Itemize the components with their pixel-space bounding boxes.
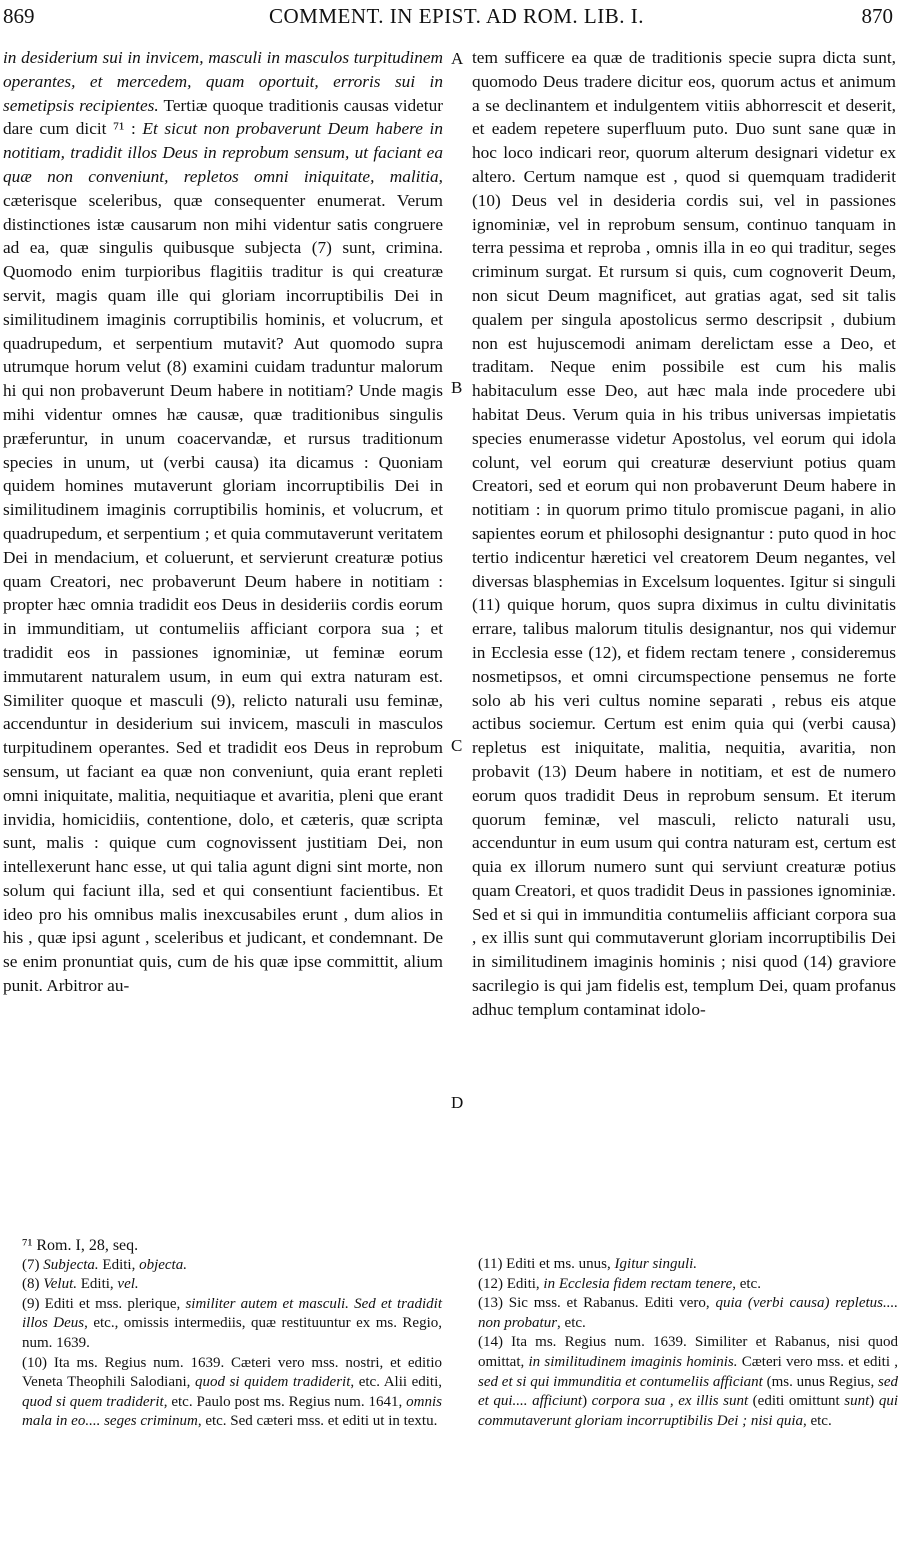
- fn7-d: objecta.: [139, 1256, 187, 1273]
- footnote-13: [478, 1294, 898, 1333]
- running-title: COMMENT. IN EPIST. AD ROM. LIB. I.: [269, 4, 644, 28]
- left-column: [3, 46, 443, 998]
- fn11-b: Igitur singuli.: [614, 1256, 698, 1272]
- footnote-14: [478, 1333, 898, 1431]
- right-page-number: 870: [861, 4, 893, 28]
- fn14-h: corpora sua , ex illis sunt: [591, 1393, 749, 1410]
- fn14-i: (editi omittunt: [748, 1393, 845, 1410]
- fn10-g: , etc. Sed cæteri mss. et editi ut in textu.: [197, 1413, 438, 1430]
- footnote-10: [22, 1354, 442, 1432]
- fn14-c: Cæteri vero mss. et editi ,: [737, 1353, 898, 1370]
- fn9-a: (9) Editi et mss. plerique,: [22, 1295, 186, 1312]
- fn14-j: sunt: [844, 1393, 870, 1410]
- left-page-number: 869: [3, 4, 35, 28]
- right-column-text: tem sufficere ea quæ de traditionis specie supra dicta sunt, quomodo Deus tradere dicitur eos, quorum actus et animum a se declinantem et indulgentem vitiis abhorrescit et deserit, et eadem repetere superfluum puto. Duo sunt sane quæ in hoc loco indicari reor, quorum alterum designari videtur ex altero. Certum namque est , quod si quemquam tradiderit (10) Deus vel in desideria cordis sui, vel in passiones ignominiæ, vel in reprobum sensum, continuo tanquam in terra pessima et reproba , omnis illa in eo qui traditur, seges criminum surgat. Et rursum si quis, cum cognoverit Deum, non sicut Deum magnificet, aut gratias agat, sed sit talis qualem per singula apostolicus sermo descripsit , dubium non est hujuscemodi animam derelictam esse a Deo, et traditam. Neque enim possibile est cum his malis habitaculum esse Deo, aut hæc mala inde procedere ubi habitat Deus. Verum quia in his tribus universas impietatis species enumerasse videtur Apostolus, vel eorum qui idola colunt, vel eorum qui creaturæ deserviunt potius quam Creatori, sed et eorum qui non probaverunt Deum habere in notitiam : in quorum primo titulo promiscue pagani, in alio sapientes eorum et philosophi designantur : puto quod in hoc tertio indicentur hæretici vel creatorem Deum negantes, vel diversas blasphemias in Excelsum loquentes. Igitur si singuli (11) quique horum, quos supra diximus in cultu divinitatis errare, talibus malorum titulis designantur, nos qui videmur in Ecclesia esse (12), et fidem rectam tenere , consideremus nosmetipsos, et omni circumspectione pensemus ne forte solo ab his veri cultus nomine separati , rebus eis atque actibus sociemur. Certum est enim quia qui (verbi causa) repletus est iniquitate, malitia, nequitia, avaritia, non probavit (13) Deum habere in notitiam, et est de numero eorum quos tradidit Deus in reprobum sensum. Et iterum quorum feminæ, vel masculi, relicto naturali usu, accenduntur in eum usum qui contra naturam est, certum est quia ex illorum numero sunt qui serviunt creaturæ potius quam Creatori, et quos tradidit Deus in passiones ignominiæ. Sed et si qui in immunditia contumeliis afficiant corpora sua , ex illis sunt qui commutaverunt gloriam incorruptibilis Dei in similitudinem imaginis hominis ; nisi quod (14) graviore sacrilegio is qui jam fidelis est, templum Dei, quam profanus adhuc templum contaminat idolo-: [472, 48, 896, 1019]
- fn10-a: (10) Ita ms. Regius num. 1639. Cæteri vero mss. nostri, et editio Veneta Theophili Salodiani,: [22, 1354, 442, 1391]
- fn8-d: vel.: [117, 1276, 139, 1293]
- fn12-a: (12) Editi,: [478, 1275, 544, 1292]
- fn14-b: in similitudinem imaginis hominis.: [528, 1353, 738, 1370]
- footnote-8: [22, 1275, 442, 1295]
- left-text-4: cæterisque sceleribus, quæ consequenter enumerat. Verum distinctiones istæ causarum non mihi videntur satis congruere ad ea, quæ singulis quibusque subjecta (7) sunt, crimina. Quomodo enim turpioribus flagitiis traditur is qui creaturæ servit, magis quam ille qui gloriam incorruptibilis Dei in similitudinem imaginis corruptibilis hominis, et volucrum, et quadrupedum, et serpentium mutavit? Aut quomodo supra utrumque horum velut (8) examini cuidam traduntur malorum hi qui non probaverunt Deum habere in notitiam? Unde magis mihi videntur omnes hæ causæ, quæ traditionibus singulis præferuntur, in unum coacervandæ, et rursus traditionum species in unum, ut (verbi causa) ita dicamus : Quoniam quidem homines mutaverunt gloriam incorruptibilis Dei in similitudinem imaginis corruptibilis hominis, et volucrum, et quadrupedum, et serpentium ; et quia commutaverunt veritatem Dei in mendacium, et coluerunt, et servierunt creaturæ potius quam Creatori, nec probaverunt Deum habere in notitiam : propter hæc omnia tradidit eos Deus in desideriis cordis eorum in immunditiam, ut contumeliis afficiant corpora sua ; et tradidit eos in passiones ignominiæ, ut feminæ eorum immutarent naturalem usum, in eum qui extra naturam est. Similiter quoque et masculi (9), relicto naturali usu feminæ, accenduntur in desiderium sui invicem, masculi in masculos turpitudinem operantes. Sed et tradidit eos Deus in reprobum sensum, ut faciant ea quæ non conveniunt, quia erant repleti omni iniquitate, malitia, nequitiaque et avaritia, pleni que erant invidia, homicidiis, contentione, dolo, et cæteris, quæ scripta sunt, malis : quique cum cognovissent justitiam Dei, non intellexerunt hanc esse, ut qui talia agunt digni sint morte, non solum qui faciunt illa, sed et qui consentiunt facientibus. Et ideo pro his omnibus malis inexcusabiles erunt , dum alios in his , quæ ipsi agunt , sceleribus et judicant, et condemnant. De se enim pronuntiat quis, cum de his quæ ipse committit, alium punit. Arbitror au-: [3, 190, 443, 996]
- fn9-c: , etc., omissis intermediis, quæ restituuntur ex ms. Regio, num. 1639.: [22, 1315, 442, 1351]
- left-text-2: Tertiæ quoque traditionis causas videtur dare cum dicit ⁷¹ :: [3, 95, 443, 139]
- footnote-12: [478, 1275, 898, 1295]
- right-column: [472, 46, 896, 1022]
- fn7-b: Subjecta.: [43, 1256, 99, 1273]
- fn10-f: omnis mala in eo.... seges criminum: [22, 1393, 442, 1430]
- left-text-italic-3: Et sicut non probaverunt Deum habere in notitiam, tradidit illos Deus in reprobum sensum, ut faciant ea quæ non conveniunt, repletos omni iniquitate, malitia,: [3, 119, 443, 186]
- fn14-d: sed et si qui immunditia et contumeliis afficiant: [478, 1373, 763, 1390]
- footnote-71-text: ⁷¹ Rom. I, 28, seq.: [22, 1237, 139, 1254]
- margin-marker-d: D: [451, 1093, 464, 1112]
- fn14-e: (ms. unus Regius,: [762, 1373, 878, 1390]
- margin-marker-b: B: [451, 378, 463, 397]
- fn8-a: (8): [22, 1276, 44, 1293]
- fn10-c: , etc. Alii editi,: [350, 1374, 443, 1391]
- fn14-l: qui commutaverunt gloriam incorruptibilis Dei ; nisi quia: [478, 1393, 898, 1429]
- fn14-m: , etc.: [802, 1412, 832, 1429]
- fn13-a: (13) Sic mss. et Rabanus. Editi vero,: [478, 1295, 716, 1312]
- fn12-b: in Ecclesia fidem rectam tenere: [543, 1275, 733, 1292]
- fn10-d: quod si quem tradiderit: [22, 1393, 164, 1410]
- fn14-g: ): [582, 1393, 592, 1410]
- fn7-c: Editi,: [98, 1256, 140, 1273]
- footnotes-right: [478, 1255, 898, 1431]
- fn13-c: , etc.: [557, 1314, 586, 1331]
- left-column-text: [3, 46, 443, 998]
- footnote-11: [478, 1255, 898, 1275]
- footnotes-left: [22, 1236, 442, 1432]
- fn14-a: (14) Ita ms. Regius num. 1639. Similiter et Rabanus, nisi quod omittat,: [478, 1334, 898, 1370]
- fn14-k: ): [869, 1393, 879, 1410]
- left-text-italic-1: in desiderium sui in invicem, masculi in masculos turpitudinem operantes, et mercedem, quam oportuit, erroris sui in semetipsis recipientes.: [3, 48, 443, 115]
- fn11-a: (11) Editi et ms. unus,: [478, 1256, 615, 1272]
- fn14-f: sed et qui.... afficiunt: [478, 1373, 898, 1410]
- fn10-e: , etc. Paulo post ms. Regius num. 1641,: [163, 1393, 407, 1410]
- footnote-71: [22, 1236, 442, 1256]
- page-header: [0, 4, 913, 32]
- margin-marker-a: A: [451, 49, 464, 68]
- fn9-b: similiter autem et masculi. Sed et tradidit illos Deus: [22, 1295, 443, 1332]
- fn12-c: , etc.: [732, 1275, 761, 1292]
- fn7-a: (7): [22, 1256, 44, 1273]
- fn10-b: quod si quidem tradiderit: [195, 1374, 351, 1391]
- fn8-c: Editi,: [77, 1276, 118, 1293]
- fn8-b: Velut.: [43, 1276, 77, 1293]
- fn13-b: quia (verbi causa) repletus.... non probatur: [478, 1295, 898, 1331]
- margin-marker-c: C: [451, 736, 463, 755]
- footnote-7: [22, 1256, 442, 1276]
- footnote-9: [22, 1295, 442, 1354]
